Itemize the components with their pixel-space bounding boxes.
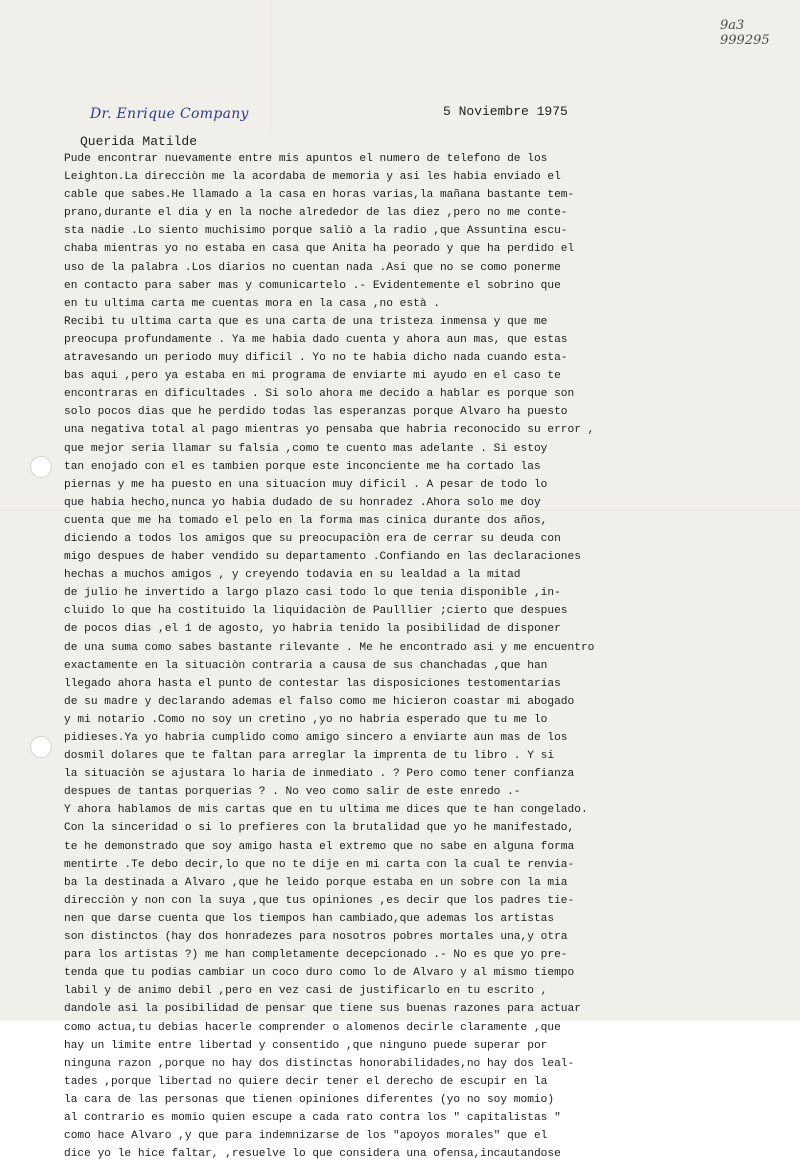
letter-line: ba la destinada a Alvaro ,que he leido porque estaba en un sobre con la mia (64, 876, 568, 889)
letter-line: de una suma como sabes bastante rilevante . Me he encontrado asi y me encuentro (64, 641, 595, 654)
letter-line: cuenta que me ha tomado el pelo en la forma mas cinica durante dos años, (64, 514, 548, 527)
letter-line: dosmil dolares que te faltan para arreglar la imprenta de tu libro . Y si (64, 750, 555, 763)
letter-line: Con la sinceridad o si lo prefieres con la brutalidad que yo he manifestado, (64, 822, 575, 835)
punch-hole (30, 736, 52, 758)
letter-line: son distinctos (hay dos honradezes para nosotros pobres mortales una,y otra (64, 931, 568, 944)
letter-line: prano,durante el dia y en la noche alrededor de las diez ,pero no me conte- (64, 207, 568, 220)
letter-date: 5 Noviembre 1975 (443, 104, 568, 119)
letter-line: preocupa profundamente . Ya me habia dado cuenta y ahora aun mas, que estas (64, 333, 568, 346)
letter-line: ninguna razon ,porque no hay dos distinctas honorabilidades,no hay dos leal- (64, 1057, 575, 1070)
letter-line: de pocos dias ,el 1 de agosto, yo habria tenido la posibilidad de disponer (64, 623, 561, 636)
letter-line: en contacto para saber mas y comunicartelo .- Evidentemente el sobrino que (64, 279, 561, 292)
letter-line: direcciòn y non con la suya ,que tus opiniones ,es decir que los padres tie- (64, 894, 575, 907)
letter-line: de julio he invertido a largo plazo casi todo lo que tenia disponible ,in- (64, 587, 561, 600)
letter-line: migo despues de haber vendido su departamento .Confiando en las declaraciones (64, 551, 581, 564)
letter-line: como actua,tu debias hacerle comprender o alomenos decirle claramente ,que (64, 1021, 561, 1034)
letter-line: Recibì tu ultima carta que es una carta de una tristeza inmensa y que me (64, 315, 548, 328)
letter-line: pidieses.Ya yo habria cumplido como amigo sincero a enviarte aun mas de los (64, 732, 568, 744)
letter-line: que habia hecho,nunca yo habia dudado de su honradez .Ahora solo me doy (64, 496, 541, 509)
letter-line: que mejor seria llamar su falsia ,como te cuento mas adelante . Si estoy (64, 442, 548, 455)
letter-line: atravesando un periodo muy dificil . Yo no te habia dicho nada cuando esta- (64, 352, 568, 365)
archive-code-line: 9a3 (720, 18, 745, 33)
letter-line: solo pocos dias que he perdido todas las esperanzas porque Alvaro ha puesto (64, 406, 568, 419)
letterhead: Dr. Enrique Company (90, 106, 249, 122)
letter-line: sta nadie .Lo siento muchisimo porque saliò a la radio ,que Assuntina escu- (64, 225, 568, 238)
letter-line: llegado ahora hasta el punto de contestar las disposiciones testomentarias (64, 677, 561, 690)
letter-line: Leighton.La direcciòn me la acordaba de memoria y asi les habia enviado el (64, 171, 561, 184)
letter-line: nen que darse cuenta que los tiempos han cambiado,que ademas los artistas (64, 912, 555, 925)
punch-hole (30, 456, 52, 478)
letter-line: hay un limite entre libertad y consentido ,que ninguno puede superar por (64, 1039, 548, 1052)
letter-line: de su madre y declarando ademas el falso como me hicieron coastar mi abogado (64, 695, 575, 708)
letter-line: en tu ultima carta me cuentas mora en la casa ,no està . (64, 297, 440, 310)
letter-body (64, 150, 764, 1163)
letter-line: cluido lo que ha costituido la liquidaciòn de Paulllier ;cierto que despues (64, 605, 568, 618)
letter-line: chaba mientras yo no estaba en casa que Anita ha peorado y que ha perdido el (64, 243, 575, 256)
letter-line: la cara de las personas que tienen opiniones diferentes (yo no soy momio) (64, 1093, 555, 1106)
letter-line: Pude encontrar nuevamente entre mis apuntos el numero de telefono de los (64, 153, 548, 165)
letter-line: encontraras en dificultades . Si solo ahora me decido a hablar es porque son (64, 388, 575, 401)
salutation: Querida Matilde (80, 134, 198, 149)
letter-line: dandole asi la posibilidad de pensar que tiene sus buenas razones para actuar (64, 1003, 581, 1016)
paper-fold-vertical (270, 0, 271, 130)
letter-line: labil y de animo debil ,pero en vez casi de justificarlo en tu escrito , (64, 985, 548, 998)
letter-line: para los artistas ?) me han completamente decepcionado .- No es que yo pre- (64, 949, 568, 962)
letter-line: despues de tantas porquerias ? . No veo como salir de este enredo .- (64, 786, 521, 799)
archive-code-line: 999295 (720, 33, 770, 48)
letter-line: uso de la palabra .Los diarios no cuentan nada .Asi que no se como ponerme (64, 261, 561, 274)
letter-line: como hace Alvaro ,y que para indemnizarse de los "apoyos morales" que el (64, 1130, 548, 1143)
archive-code (720, 18, 770, 48)
letter-line: tades ,porque libertad no quiere decir tener el derecho de escupir en la (64, 1075, 548, 1088)
letter-line: diciendo a todos los amigos que su preocupaciòn era de cerrar su deuda con (64, 532, 561, 545)
letter-line: la situaciòn se ajustara lo haria de inmediato . ? Pero como tener confianza (64, 768, 575, 781)
letter-line: cable que sabes.He llamado a la casa en horas varias,la mañana bastante tem- (64, 189, 575, 202)
letter-line: piernas y me ha puesto en una situacion muy dificil . A pesar de todo lo (64, 478, 548, 491)
letter-line: Y ahora hablamos de mis cartas que en tu ultima me dices que te han congelado. (64, 804, 588, 817)
letter-line: bas aqui ,pero ya estaba en mi programa de enviarte mi ayudo en el caso te (64, 370, 561, 383)
letter-line: te he demonstrado que soy amigo hasta el extremo que no sabe en alguna forma (64, 840, 575, 853)
letter-line: y mi notario .Como no soy un cretino ,yo no habria esperado que tu me lo (64, 713, 548, 726)
letter-line: hechas a muchos amigos , y creyendo todavia en su lealdad a la mitad (64, 569, 521, 582)
letter-line: mentirte .Te debo decir,lo que no te dije en mi carta con la cual te renvia- (64, 858, 575, 871)
letter-line: una negativa total al pago mientras yo pensaba que habria reconocido su error , (64, 424, 595, 437)
letter-line: al contrario es momio quien escupe a cada rato contra los " capitalistas " (64, 1111, 561, 1124)
letter-line: dice yo le hice faltar, ,resuelve lo que considera una ofensa,incautandose (64, 1148, 561, 1161)
letter-line: tenda que tu podias cambiar un coco duro como lo de Alvaro y al mismo tiempo (64, 967, 575, 980)
letter-line: exactamente en la situaciòn contraria a causa de sus chanchadas ,que han (64, 659, 548, 672)
letter-line: tan enojado con el es tambien porque este inconciente me ha cortado las (64, 460, 541, 473)
